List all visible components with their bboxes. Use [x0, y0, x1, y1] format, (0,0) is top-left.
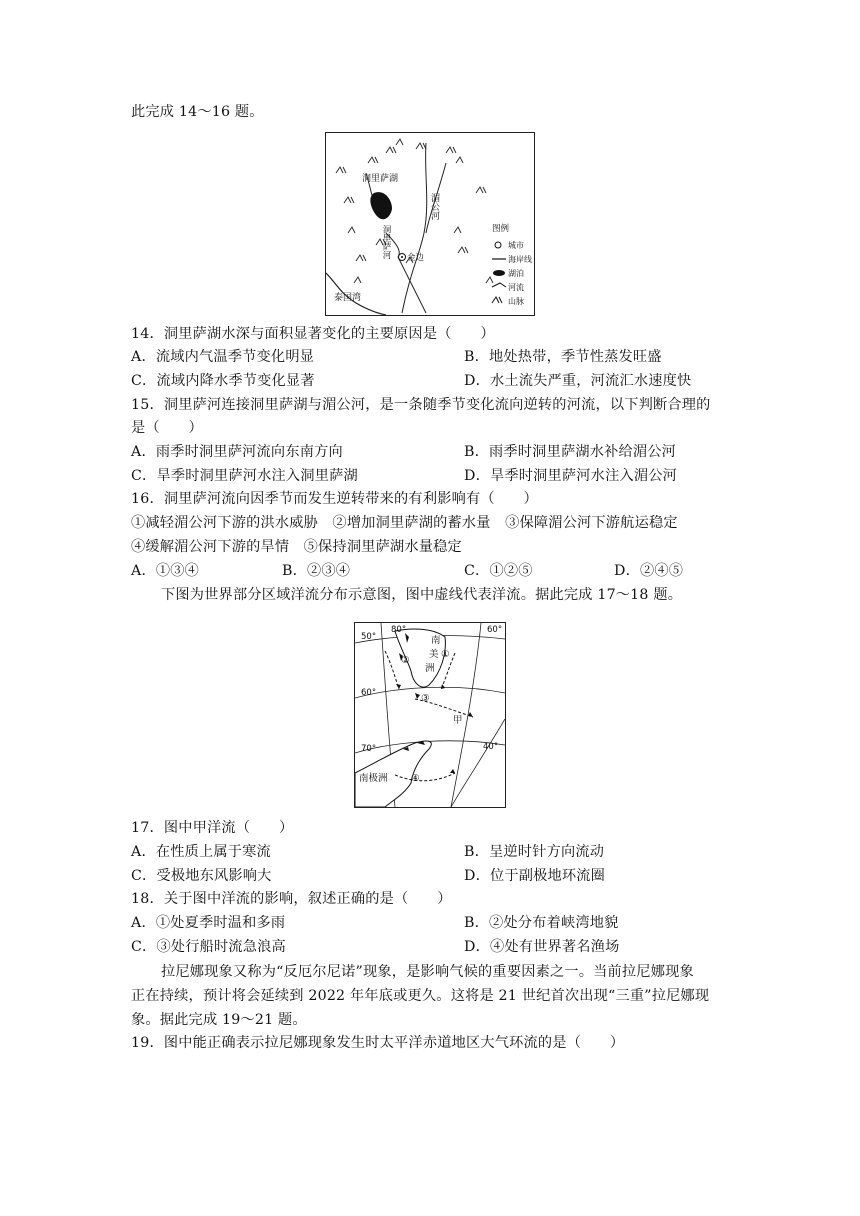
q16-stem: 16．洞里萨河流向因季节而发生逆转带来的有利影响有（ ）	[131, 491, 538, 507]
legend-lake: 湖泊	[508, 269, 524, 278]
q18-option-c: C．③处行船时流急浪高	[131, 939, 286, 955]
q18-option-b: B．②处分布着峡湾地貌	[464, 915, 619, 931]
q19-stem: 19．图中能正确表示拉尼娜现象发生时太平洋赤道地区大气环流的是（ ）	[131, 1035, 625, 1051]
q16-statements-1: ①减轻湄公河下游的洪水威胁 ②增加洞里萨湖的蓄水量 ③保障湄公河下游航运稳定	[131, 515, 678, 531]
q15-option-d: D．旱季时洞里萨河水注入湄公河	[464, 468, 678, 484]
label-city: 金边	[407, 253, 425, 263]
q15-option-b: B．雨季时洞里萨湖水补给湄公河	[464, 444, 677, 460]
q16-statements-2: ④缓解湄公河下游的旱情 ⑤保持洞里萨湖水量稳定	[131, 539, 462, 555]
intro-17-18: 下图为世界部分区域洋流分布示意图，图中虚线代表洋流。据此完成 17～18 题。	[161, 587, 683, 603]
label-continent: 洲	[425, 663, 435, 674]
q15-stem-line2: 是（ ）	[131, 420, 203, 436]
label-mekong: 湄公河	[429, 193, 439, 220]
label-gulf: 泰国湾	[334, 293, 362, 303]
q15-option-c: C．旱季时洞里萨河水注入洞里萨湖	[131, 468, 358, 484]
label-marker-2: ②	[401, 655, 410, 666]
label-america: 美	[429, 649, 439, 660]
legend-river: 河流	[508, 283, 524, 292]
q16-option-b: B．②③④	[282, 563, 351, 579]
label-marker-3: ③	[421, 693, 430, 704]
intro-19-21-line2: 正在持续，预计将会延续到 2022 年年底或更久。这将是 21 世纪首次出现“三重”拉尼娜现	[131, 988, 710, 1004]
label-lon-60: 60°	[487, 625, 503, 635]
intro-19-21-line1: 拉尼娜现象又称为“反厄尔尼诺”现象，是影响气候的重要因素之一。当前拉尼娜现象	[161, 964, 694, 980]
label-lat-70: 70°	[361, 744, 377, 754]
q16-option-c: C．①②⑤	[464, 563, 533, 579]
rivers	[366, 143, 446, 313]
label-tonle-river: 洞里萨河	[381, 225, 391, 259]
label-antarctica: 南极洲	[359, 773, 388, 784]
q17-option-c: C．受极地东风影响大	[131, 868, 272, 884]
q18-stem: 18．关于图中洋流的影响，叙述正确的是（ ）	[131, 891, 452, 907]
intro-tail: 此完成 14～16 题。	[131, 104, 264, 120]
label-jia: 甲	[453, 715, 463, 726]
label-south: 南	[431, 635, 441, 646]
q14-option-a: A．流域内气温季节变化明显	[131, 349, 315, 365]
q17-option-b: B．呈逆时针方向流动	[464, 844, 605, 860]
label-lat-60: 60°	[361, 688, 377, 698]
legend-coast: 海岸线	[508, 255, 532, 264]
q16-option-a: A．①③④	[131, 563, 199, 579]
label-marker-4: ④	[411, 773, 420, 784]
intro-19-21-line3: 象。据此完成 19～21 题。	[131, 1012, 307, 1028]
q14-option-b: B．地处热带，季节性蒸发旺盛	[464, 349, 662, 365]
q18-option-a: A．①处夏季时温和多雨	[131, 915, 286, 931]
ocean-current-map	[354, 622, 506, 808]
q15-stem-line1: 15．洞里萨河连接洞里萨湖与湄公河，是一条随季节变化流向逆转的河流，以下判断合理的	[131, 397, 711, 413]
q17-option-d: D．位于副极地环流圈	[464, 868, 606, 884]
q18-option-d: D．④处有世界著名渔场	[464, 939, 620, 955]
q14-stem: 14．洞里萨湖水深与面积显著变化的主要原因是（ ）	[131, 326, 495, 342]
label-lon-80: 80°	[391, 625, 407, 635]
legend-city: 城市	[508, 241, 524, 250]
q16-option-d: D．②④⑤	[614, 563, 684, 579]
q15-option-a: A．雨季时洞里萨河流向东南方向	[131, 444, 343, 460]
q17-option-a: A．在性质上属于寒流	[131, 844, 271, 860]
legend	[492, 223, 532, 306]
label-marker-1: ①	[441, 649, 450, 660]
q17-stem: 17．图中甲洋流（ ）	[131, 820, 294, 836]
legend-title: 图例	[492, 224, 510, 234]
tonle-sap-map	[325, 132, 535, 316]
tonle-sap-lake	[370, 192, 392, 219]
legend-mountain: 山脉	[508, 297, 524, 306]
q14-option-d: D．水土流失严重，河流汇水速度快	[464, 373, 692, 389]
label-lon-40: 40°	[483, 742, 499, 752]
label-lake: 洞里萨湖	[362, 174, 399, 184]
label-lat-50: 50°	[361, 632, 377, 642]
q14-option-c: C．流域内降水季节变化显著	[131, 373, 315, 389]
